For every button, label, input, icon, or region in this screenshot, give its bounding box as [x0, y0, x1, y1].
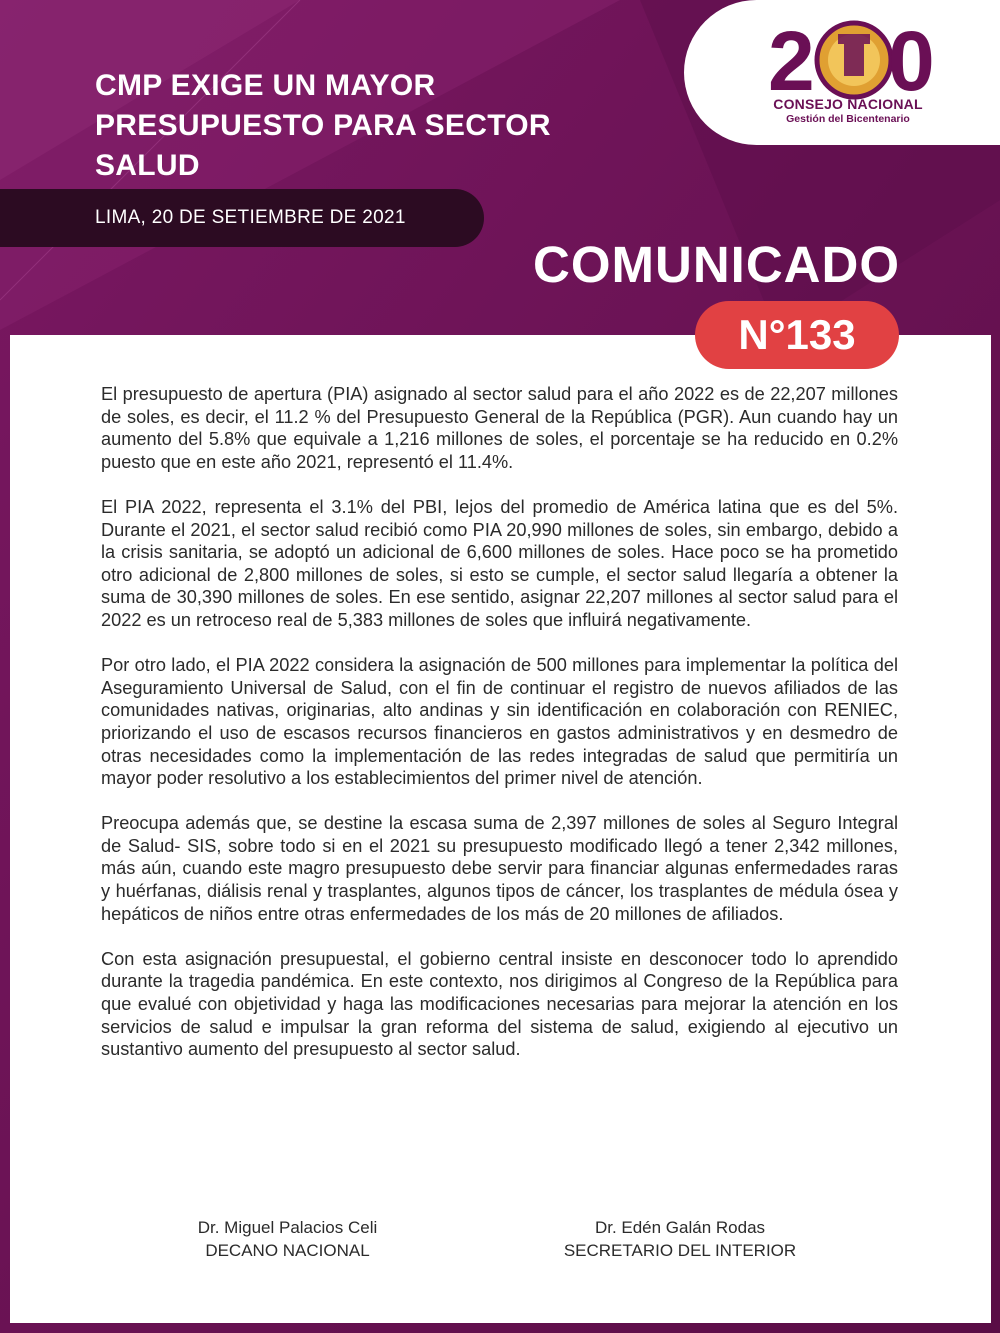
- comunicado-label: COMUNICADO: [533, 236, 900, 293]
- date-text: LIMA, 20 DE SETIEMBRE DE 2021: [95, 207, 406, 228]
- paragraph-4: Preocupa además que, se destine la escasa suma de 2,397 millones de soles al Seguro Integral de Salud- SIS, sobre todo si en el 2021 su presupuesto modificado llegó a tener 2,342 millones, más aún, cuando este magro presupuesto debe servir para financiar algunas enfermedades raras y huérfanas, diálisis renal y trasplantes, algunos tipos de cáncer, los trasplantes de médula ósea y hepáticos de niños entre otras enfermedades de los más de 20 millones de afiliados.: [101, 813, 898, 924]
- headline: [95, 66, 655, 186]
- paragraph-2: El PIA 2022, representa el 3.1% del PBI, lejos del promedio de América latina que es del 5%. Durante el 2021, el sector salud recibió como PIA 20,990 millones de soles, sin embargo, debido a la crisis sanitaria, se adoptó un adicional de 6,600 millones de soles. Hace poco se ha prometido otro adicional de 2,800 millones de soles, si esto se cumple, el sector salud llegaría a obtener la suma de 30,390 millones de soles. En ese sentido, asignar 22,207 millones al sector salud para el 2022 es un retroceso real de 5,383 millones de soles que influirá negativamente.: [101, 496, 898, 630]
- logo-consejo-nacional: CONSEJO NACIONAL: [773, 96, 923, 112]
- logo-gestion-bicentenario: Gestión del Bicentenario: [786, 113, 910, 125]
- body-text: [101, 383, 898, 1083]
- paragraph-1: El presupuesto de apertura (PIA) asignado al sector salud para el año 2022 es de 22,207 millones de soles, es decir, el 11.2 % del Presupuesto General de la República (PGR). Aun cuando hay un aumento del 5.8% que equivale a 1,216 millones de soles, el porcentaje se ha reducido en 0.2% puesto que en este año 2021, representó el 11.4%.: [101, 384, 898, 472]
- signature-name-1: Dr. Miguel Palacios Celi: [197, 1218, 378, 1237]
- signature-block-2: [540, 1216, 820, 1262]
- svg-text:2: 2: [768, 20, 815, 100]
- headline-line-1: CMP EXIGE UN MAYOR: [95, 69, 436, 102]
- signature-role-2: SECRETARIO DEL INTERIOR: [563, 1241, 797, 1260]
- number-badge-text: N°133: [738, 311, 856, 358]
- signature-block-1: [150, 1216, 425, 1262]
- signature-name-2: Dr. Edén Galán Rodas: [594, 1218, 766, 1237]
- signature-role-1: DECANO NACIONAL: [205, 1241, 370, 1260]
- headline-line-3: SALUD: [95, 149, 200, 182]
- paragraph-5: Con esta asignación presupuestal, el gobierno central insiste en desconocer todo lo aprendido durante la tragedia pandémica. En este contexto, nos dirigimos al Congreso de la República para que evalué con objetividad y haga las modificaciones necesarias para mejorar la atención en los servicios de salud e impulsar la gran reforma del sistema de salud, exigiendo al ejecutivo un sustantivo aumento del presupuesto al sector salud.: [101, 948, 898, 1060]
- paragraph-3: Por otro lado, el PIA 2022 considera la asignación de 500 millones para implementar la política del Aseguramiento Universal de Salud, con el fin de continuar el registro de nuevos afiliados de las comunidades nativas, originarias, alto andinas y sin identificación en colaboración con RENIEC, priorizando el uso de escasos recursos financieros en gastos administrativos y en desmedro de otras necesidades como la implementación de las redes integradas de salud que permitiría un mayor poder resolutivo a los establecimientos del primer nivel de atención.: [101, 655, 898, 789]
- svg-text:0: 0: [888, 20, 935, 100]
- headline-line-2: PRESUPUESTO PARA SECTOR: [95, 109, 551, 142]
- bicentenario-200-logo: [768, 20, 938, 100]
